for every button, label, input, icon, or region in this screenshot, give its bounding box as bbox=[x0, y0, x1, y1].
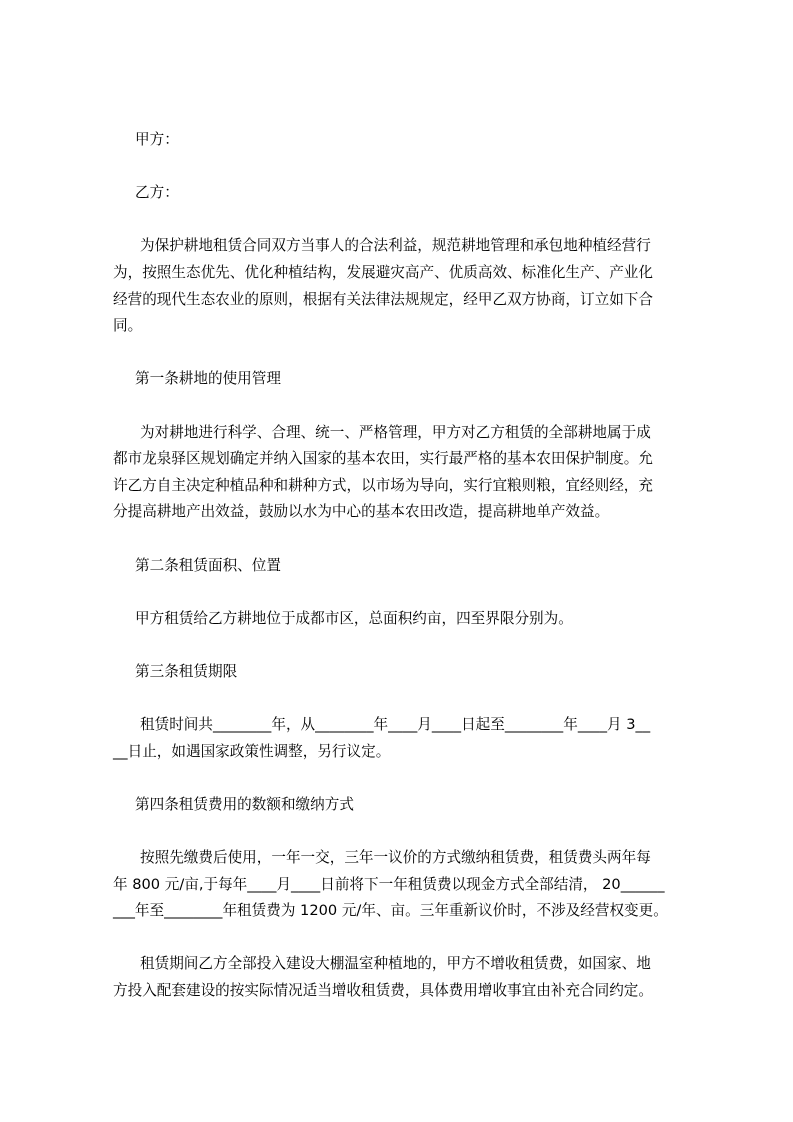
text-line: 甲方： bbox=[135, 131, 179, 148]
text-line: 第一条耕地的使用管理 bbox=[135, 370, 281, 388]
article2-heading bbox=[113, 553, 683, 580]
article4-heading bbox=[113, 792, 683, 819]
text-line: 经营的现代生态农业的原则，根据有关法律法规规定，经甲乙双方协商，订立如下合 bbox=[113, 290, 653, 308]
text-line: 第四条租赁费用的数额和缴纳方式 bbox=[135, 795, 354, 813]
article4-paragraph-2 bbox=[113, 951, 683, 1004]
text-line: 租赁时间共________年，从________年____月____日起至________年____月 3__ bbox=[140, 716, 651, 734]
text-line: 都市龙泉驿区规划确定并纳入国家的基本农田，实行最严格的基本农田保护制度。允 bbox=[113, 450, 653, 468]
text-line: 甲方租赁给乙方耕地位于成都市区，总面积约亩，四至界限分别为。 bbox=[135, 609, 573, 627]
text-line: 为保护耕地租赁合同双方当事人的合法利益，规范耕地管理和承包地种植经营行 bbox=[140, 237, 651, 255]
text-line: 许乙方自主决定种植品种和耕种方式，以市场为导向，实行宜粮则粮，宜经则经，充 bbox=[113, 476, 653, 494]
text-line: 方投入配套建设的按实际情况适当增收租赁费，具体费用增收事宜由补充合同约定。 bbox=[113, 982, 653, 999]
text-line: 分提高耕地产出效益，鼓励以水为中心的基本农田改造，提高耕地单产效益。 bbox=[113, 503, 610, 521]
text-line: 租赁期间乙方全部投入建设大棚温室种植地的，甲方不增收租赁费，如国家、地 bbox=[140, 955, 651, 973]
article4-paragraph-1 bbox=[113, 845, 683, 925]
article3-heading bbox=[113, 659, 683, 686]
text-line: ___年至________年租赁费为 1200 元/年、亩。三年重新议价时，不涉及经营权变更。 bbox=[113, 902, 668, 920]
text-line: 按照先缴费后使用，一年一交，三年一议价的方式缴纳租赁费，租赁费头两年每 bbox=[140, 849, 651, 867]
text-line: 第三条租赁期限 bbox=[135, 662, 238, 680]
text-line: 同。 bbox=[113, 317, 143, 335]
article3-paragraph bbox=[113, 712, 683, 765]
text-line: 第二条租赁面积、位置 bbox=[135, 556, 281, 574]
preamble-paragraph bbox=[113, 233, 683, 339]
contract-document bbox=[113, 127, 683, 1031]
article1-heading bbox=[113, 366, 683, 393]
party-a-label bbox=[113, 127, 683, 154]
text-line: 为对耕地进行科学、合理、统一、严格管理，甲方对乙方租赁的全部耕地属于成 bbox=[140, 423, 651, 441]
party-b-label bbox=[113, 180, 683, 207]
article2-paragraph bbox=[113, 606, 683, 633]
article1-paragraph bbox=[113, 420, 683, 526]
text-line: 为，按照生态优先、优化种植结构，发展避灾高产、优质高效、标准化生产、产业化 bbox=[113, 263, 653, 281]
text-line: __日止，如遇国家政策性调整，另行议定。 bbox=[113, 742, 391, 760]
text-line: 乙方： bbox=[135, 184, 179, 202]
text-line: 年 800 元/亩,于每年____月____日前将下一年租赁费以现金方式全部结清， 20______ bbox=[113, 875, 665, 893]
